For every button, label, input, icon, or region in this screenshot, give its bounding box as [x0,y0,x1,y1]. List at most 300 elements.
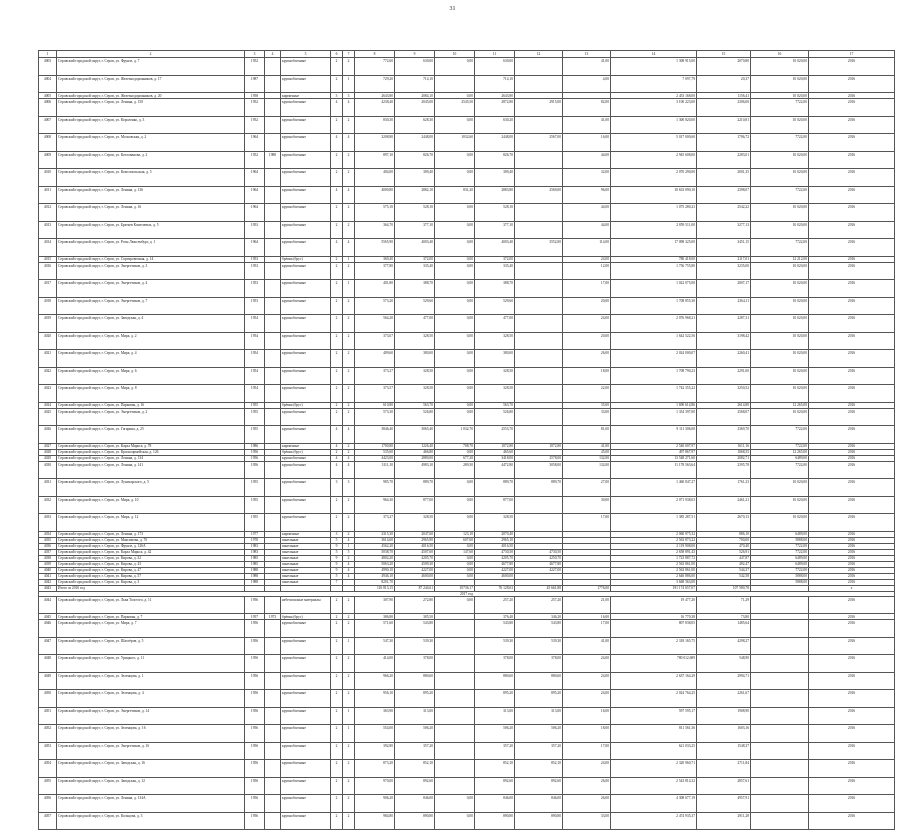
limit-cost: 10 020,00 [751,262,809,280]
year-commissioned [265,795,281,813]
nonliving-area: 123,10 [435,531,475,537]
living-area: 4600,00 [395,573,435,579]
area-cell-2 [515,332,563,350]
total-area: 373,57 [355,385,395,403]
row-number: 4033 [39,514,57,532]
year-commissioned [265,280,281,298]
limit-cost: 7722,00 [751,239,809,257]
cost-per-m2: 447,87 [697,555,751,561]
area-cell: 895,20 [475,690,515,708]
section-title: 2017 год [39,591,895,596]
nonliving-area: 607,60 [435,537,475,543]
area-cell: 892,60 [475,777,515,795]
total-area: 772,60 [355,58,395,76]
residents: 1776,00 [563,585,611,591]
cost-total: 1 708 790,23 [611,367,697,385]
living-area: 890,80 [395,812,435,830]
planned-year: 2016 [809,221,895,239]
residents: 24,00 [563,672,611,690]
area-cell: 526,80 [475,408,515,426]
year-built: 1956 [245,777,265,795]
address-cell: Серовский городской округ, г. Серов, ул. Мира, д. 7 [57,620,245,638]
row-number: 4048 [39,655,57,673]
cost-per-m2: 2542,22 [697,204,751,222]
cost-per-m2: 3277,13 [697,221,751,239]
cost-per-m2: 2082,71 [697,455,751,461]
residents: 22,00 [563,385,611,403]
living-area: 526,80 [395,408,435,426]
address-cell: Серовский городской округ, г. Серов, ул. Кирова, д. 57 [57,573,245,579]
residents: 17,00 [563,620,611,638]
area-cell: 4472,80 [475,461,515,479]
living-area: 2882,10 [395,186,435,204]
year-built: 1953 [245,297,265,315]
area-cell: 543,80 [475,620,515,638]
entrances: 1 [343,637,355,655]
column-header: 13 [563,51,611,58]
cost-per-m2: 544,37 [697,567,751,573]
area-cell-2 [515,262,563,280]
cost-per-m2: 492,47 [697,561,751,567]
year-commissioned [265,479,281,497]
table-row [39,186,895,204]
area-cell-2: 357,20 [515,742,563,760]
table-row [39,58,895,76]
cost-total: 2 318 165,75 [611,637,697,655]
year-commissioned [265,408,281,426]
planned-year: 2016 [809,169,895,187]
floors: 2 [331,116,343,134]
area-cell-2: 890,80 [515,812,563,830]
table-row [39,408,895,426]
cost-total: 2 070 290,00 [611,169,697,187]
cost-total: 2 646 886,00 [611,573,697,579]
residents: 82,00 [563,99,611,117]
area-cell: 506,20 [475,725,515,743]
entrances: 4 [343,561,355,567]
limit-cost: 5888,00 [751,573,809,579]
nonliving-area [435,655,475,673]
living-area: 388,70 [395,280,435,298]
year-built: 1956 [245,690,265,708]
nonliving-area [435,760,475,778]
year-built: 1955 [245,496,265,514]
planned-year: 2016 [809,655,895,673]
area-cell-2 [515,169,563,187]
planned-year: 2016 [809,777,895,795]
wall-material: брёвна (брус) [281,614,331,620]
cost-per-m2: 107 580,78 [697,585,751,591]
total-area: 5038,70 [355,549,395,555]
total-area: 409,60 [355,350,395,368]
limit-cost: 10 020,00 [751,58,809,76]
living-area: 328,50 [395,514,435,532]
column-header: 5 [281,51,331,58]
nonliving-area: 0,00 [435,543,475,549]
area-cell: 852,10 [475,760,515,778]
wall-material: крупноблочные [281,151,331,169]
column-header: 4 [265,51,281,58]
living-area: 630,00 [395,58,435,76]
address-cell: Серовский городской округ, г. Серов, ул. Железнодорожников, д. 20 [57,93,245,99]
planned-year: 2016 [809,426,895,444]
cost-per-m2: 1548,37 [697,742,751,760]
entrances: 2 [343,262,355,280]
column-header: 7 [343,51,355,58]
limit-cost: 7722,00 [751,549,809,555]
year-commissioned [265,760,281,778]
address-cell: Серовский городской округ, г. Серов, ул. Кирова, д. 47 [57,567,245,573]
limit-cost: 7722,00 [751,186,809,204]
address-cell: Серовский городской округ, г. Серов, ул. Заводская, д. 12 [57,777,245,795]
area-cell: 328,50 [475,385,515,403]
address-cell: Серовский городской округ, г. Серов, ул. Гагарина, д. 25 [57,426,245,444]
living-area: 477,00 [395,315,435,333]
entrances: 4 [343,573,355,579]
address-cell: Серовский городской округ, г. Серов, ул. Заводская, д. 4 [57,315,245,333]
nonliving-area: 0,00 [435,367,475,385]
residents: 35,00 [563,402,611,408]
cost-total: 2 076 968,21 [611,315,697,333]
wall-material: крупноблочные [281,620,331,638]
wall-material: кирпичные [281,531,331,537]
year-commissioned [265,58,281,76]
residents: 4,00 [563,75,611,93]
row-number: 4029 [39,455,57,461]
cost-total: 4 308 677,19 [611,795,697,813]
cost-per-m2: 542,58 [697,573,751,579]
area-cell-2: 1072,80 [515,443,563,449]
address-cell: Серовский городской округ, г. Серов, ул. Льва Толстого, д. 11 [57,596,245,614]
year-built: 1964 [245,204,265,222]
planned-year: 2016 [809,262,895,280]
address-cell: Серовский городской округ, г. Серов, ул. Розы Люксембург, д. 1 [57,239,245,257]
entrances: 2 [343,204,355,222]
entrances: 2 [343,555,355,561]
living-area: 309,40 [395,169,435,187]
year-built: 1988 [245,573,265,579]
wall-material: крупноблочные [281,262,331,280]
table-row [39,479,895,497]
area-cell-2 [515,221,563,239]
cost-per-m2: 2117,01 [697,256,751,262]
row-number: 4015 [39,256,57,262]
nonliving-area: 0,00 [435,567,475,573]
year-built: 1956 [245,760,265,778]
area-cell: 4600,00 [475,573,515,579]
table-row [39,350,895,368]
cost-total: 2 563 873,22 [611,537,697,543]
cost-total: 19 477,20 [611,596,697,614]
residents: 27,00 [563,479,611,497]
row-number: 4047 [39,637,57,655]
limit-cost: 10 020,00 [751,332,809,350]
total-area: 4990,10 [355,567,395,573]
living-area: 852,10 [395,760,435,778]
cost-total: 1 022 075,00 [611,280,697,298]
floors: 5 [331,573,343,579]
floors: 2 [331,672,343,690]
year-commissioned [265,75,281,93]
nonliving-area: 0,00 [435,449,475,455]
table-row [39,426,895,444]
year-built: 1988 [245,567,265,573]
cost-per-m2: 2395,78 [697,461,751,479]
planned-year: 2016 [809,479,895,497]
wall-material: кирпичные [281,443,331,449]
residents: 41,00 [563,116,611,134]
year-built: 1952 [245,151,265,169]
living-area: 466,80 [395,449,435,455]
residents: 41,00 [563,637,611,655]
planned-year: 2016 [809,204,895,222]
area-cell: 309,40 [475,169,515,187]
cost-per-m2: 2857,61 [697,777,751,795]
cost-total: 597 595,17 [611,707,697,725]
address-cell: Серовский городской округ, г. Серов, ул. Фрунзе, д. 7 [57,58,245,76]
nonliving-area: 147,60 [435,549,475,555]
column-header: 10 [435,51,475,58]
total-area: 404,00 [355,169,395,187]
living-area: 377,10 [395,221,435,239]
total-area: 116 813,15 [355,585,395,591]
living-area: 2448,00 [395,134,435,152]
planned-year: 2016 [809,239,895,257]
year-built: 1954 [245,315,265,333]
row-number: 4043 [39,585,57,591]
address-cell: Серовский городской округ, г. Серов, ул. Парковая, д. 7 [57,614,245,620]
floors: 2 [331,315,343,333]
table-row [39,690,895,708]
limit-cost [751,725,809,743]
total-area: 377,80 [355,262,395,280]
total-area: 984,80 [355,812,395,830]
year-commissioned [265,350,281,368]
floors: 2 [331,449,343,455]
address-cell: Серовский городской округ, г. Серов, ул. Карла Маркса, д. 78 [57,443,245,449]
planned-year: 2016 [809,742,895,760]
planned-year: 2016 [809,514,895,532]
living-area: 543,80 [395,620,435,638]
row-number: 4044 [39,596,57,614]
table-row [39,620,895,638]
total-area: 873,20 [355,760,395,778]
nonliving-area: 0,00 [435,116,475,134]
planned-year: 2016 [809,332,895,350]
planned-year: 2016 [809,596,895,614]
area-cell-2: 3058,00 [515,461,563,479]
entrances: 4 [343,537,355,543]
row-number: 4023 [39,385,57,403]
year-built: 1964 [245,134,265,152]
total-area: 307,90 [355,596,395,614]
area-cell-2: 3552,00 [515,239,563,257]
residents: 24,00 [563,315,611,333]
planned-year: 2016 [809,672,895,690]
table-row [39,742,895,760]
area-cell: 372,00 [475,256,515,262]
residents: 44,00 [563,151,611,169]
residents: 16,00 [563,614,611,620]
cost-total: 9 111 306,00 [611,426,697,444]
residents: 18,00 [563,725,611,743]
year-commissioned [265,367,281,385]
registry-table-container [38,50,894,830]
year-commissioned: 1973 [265,614,281,620]
floors: 2 [331,760,343,778]
table-row [39,169,895,187]
area-cell-2 [515,367,563,385]
total-area: 4238,40 [355,99,395,117]
living-area: 4983,10 [395,461,435,479]
cost-total: 1 075 280,23 [611,204,697,222]
address-cell: Серовский городской округ, г. Серов, ул. Железнодорожников, д. 17 [57,75,245,93]
entrances: 2 [343,367,355,385]
area-cell: 477,00 [475,315,515,333]
area-cell-2: 889,70 [515,479,563,497]
cost-per-m2: 71,29 [697,596,751,614]
nonliving-area [435,75,475,93]
nonliving-area: 0,00 [435,479,475,497]
residents: 132,00 [563,455,611,461]
cost-total: 1 308 915,00 [611,58,697,76]
row-number: 4014 [39,239,57,257]
limit-cost [751,690,809,708]
area-cell: 1072,80 [475,443,515,449]
cost-per-m2: 1603,16 [697,725,751,743]
area-cell: 630,20 [475,116,515,134]
nonliving-area: 0,00 [435,555,475,561]
area-cell: 2965,10 [475,537,515,543]
column-header: 1 [39,51,57,58]
year-built: 1956 [245,637,265,655]
area-cell: 465,60 [475,449,515,455]
floors: 2 [331,262,343,280]
total-area: 5565,90 [355,239,395,257]
area-cell-2 [515,204,563,222]
nonliving-area [435,707,475,725]
living-area: 4227,00 [395,567,435,573]
row-number: 4006 [39,99,57,117]
planned-year: 2016 [809,280,895,298]
area-cell-2: 852,10 [515,760,563,778]
year-built: 1988 [245,579,265,585]
entrances: 4 [343,455,355,461]
cost-total: 2 024 764,25 [611,690,697,708]
address-cell: Серовский городской округ, г. Серов, ул. Кирова, д. 3 [57,579,245,585]
address-cell: Серовский городской округ, г. Серов, ул. Ленина, д. 136 [57,186,245,204]
residents: 32,00 [563,169,611,187]
nonliving-area: 0,00 [435,239,475,257]
address-cell: Серовский городской округ, г. Серов, ул. Московская, д. 2 [57,134,245,152]
limit-cost: 10 020,00 [751,514,809,532]
nonliving-area: 10736,17 [435,585,475,591]
floors: 2 [331,496,343,514]
residents: 24,00 [563,655,611,673]
planned-year: 2016 [809,496,895,514]
residents: 21,00 [563,596,611,614]
planned-year: 2016 [809,186,895,204]
nonliving-area [435,725,475,743]
planned-year: 2016 [809,812,895,830]
cost-total: 1 300 820,00 [611,116,697,134]
cost-per-m2: 2369,70 [697,426,751,444]
year-commissioned [265,812,281,830]
nonliving-area: 0,00 [435,573,475,579]
planned-year: 2016 [809,297,895,315]
cost-per-m2: 2711,84 [697,760,751,778]
address-cell: Серовский городской округ, г. Серов, ул. Котлованова, д. 2 [57,151,245,169]
total-area: 729,20 [355,75,395,93]
year-commissioned [265,672,281,690]
table-row [39,315,895,333]
wall-material: панельные [281,567,331,573]
row-number: 4010 [39,169,57,187]
planned-year: 2016 [809,725,895,743]
living-area: 372,00 [395,256,435,262]
year-commissioned [265,725,281,743]
cost-total: 1 756 755,80 [611,262,697,280]
area-cell: 889,70 [475,479,515,497]
total-area: 966,20 [355,672,395,690]
row-number: 4049 [39,672,57,690]
entrances: 2 [343,402,355,408]
total-area: 956,10 [355,690,395,708]
year-commissioned [265,596,281,614]
row-number: 4031 [39,479,57,497]
row-number: 4003 [39,58,57,76]
total-area: 554,00 [355,725,395,743]
residents: 96,00 [563,186,611,204]
row-number: 4038 [39,555,57,561]
living-area: 528,10 [395,204,435,222]
year-commissioned [265,134,281,152]
year-built: 1964 [245,239,265,257]
cost-total: 3 100 223,00 [611,99,697,117]
wall-material: крупноблочные [281,655,331,673]
total-area: 1700,80 [355,443,395,449]
floors: 3 [331,93,343,99]
year-built: 1986 [245,443,265,449]
table-row [39,496,895,514]
year-built: 1952 [245,116,265,134]
cost-total: 780 012,689 [611,655,697,673]
cost-total: 10 633 090,10 [611,186,697,204]
wall-material: крупноблочные [281,455,331,461]
total-area: 575,10 [355,204,395,222]
table-row [39,461,895,479]
limit-cost: 10 020,00 [751,116,809,134]
row-number: 4041 [39,573,57,579]
area-cell: 388,70 [475,280,515,298]
planned-year: 2016 [809,443,895,449]
limit-cost [751,812,809,830]
cost-per-m2: 3198,42 [697,332,751,350]
living-area: 2880,00 [395,455,435,461]
area-cell-2: 4227,00 [515,567,563,573]
cost-total: 1 708 855,30 [611,297,697,315]
registry-table [38,50,895,830]
limit-cost: 10 020,00 [751,479,809,497]
planned-year: 2016 [809,567,895,573]
residents: 114,00 [563,239,611,257]
floors: 2 [331,742,343,760]
entrances: 4 [343,461,355,479]
area-cell: 539,30 [475,637,515,655]
entrances: 2 [343,690,355,708]
area-cell-2 [515,408,563,426]
living-area: 335,40 [395,262,435,280]
